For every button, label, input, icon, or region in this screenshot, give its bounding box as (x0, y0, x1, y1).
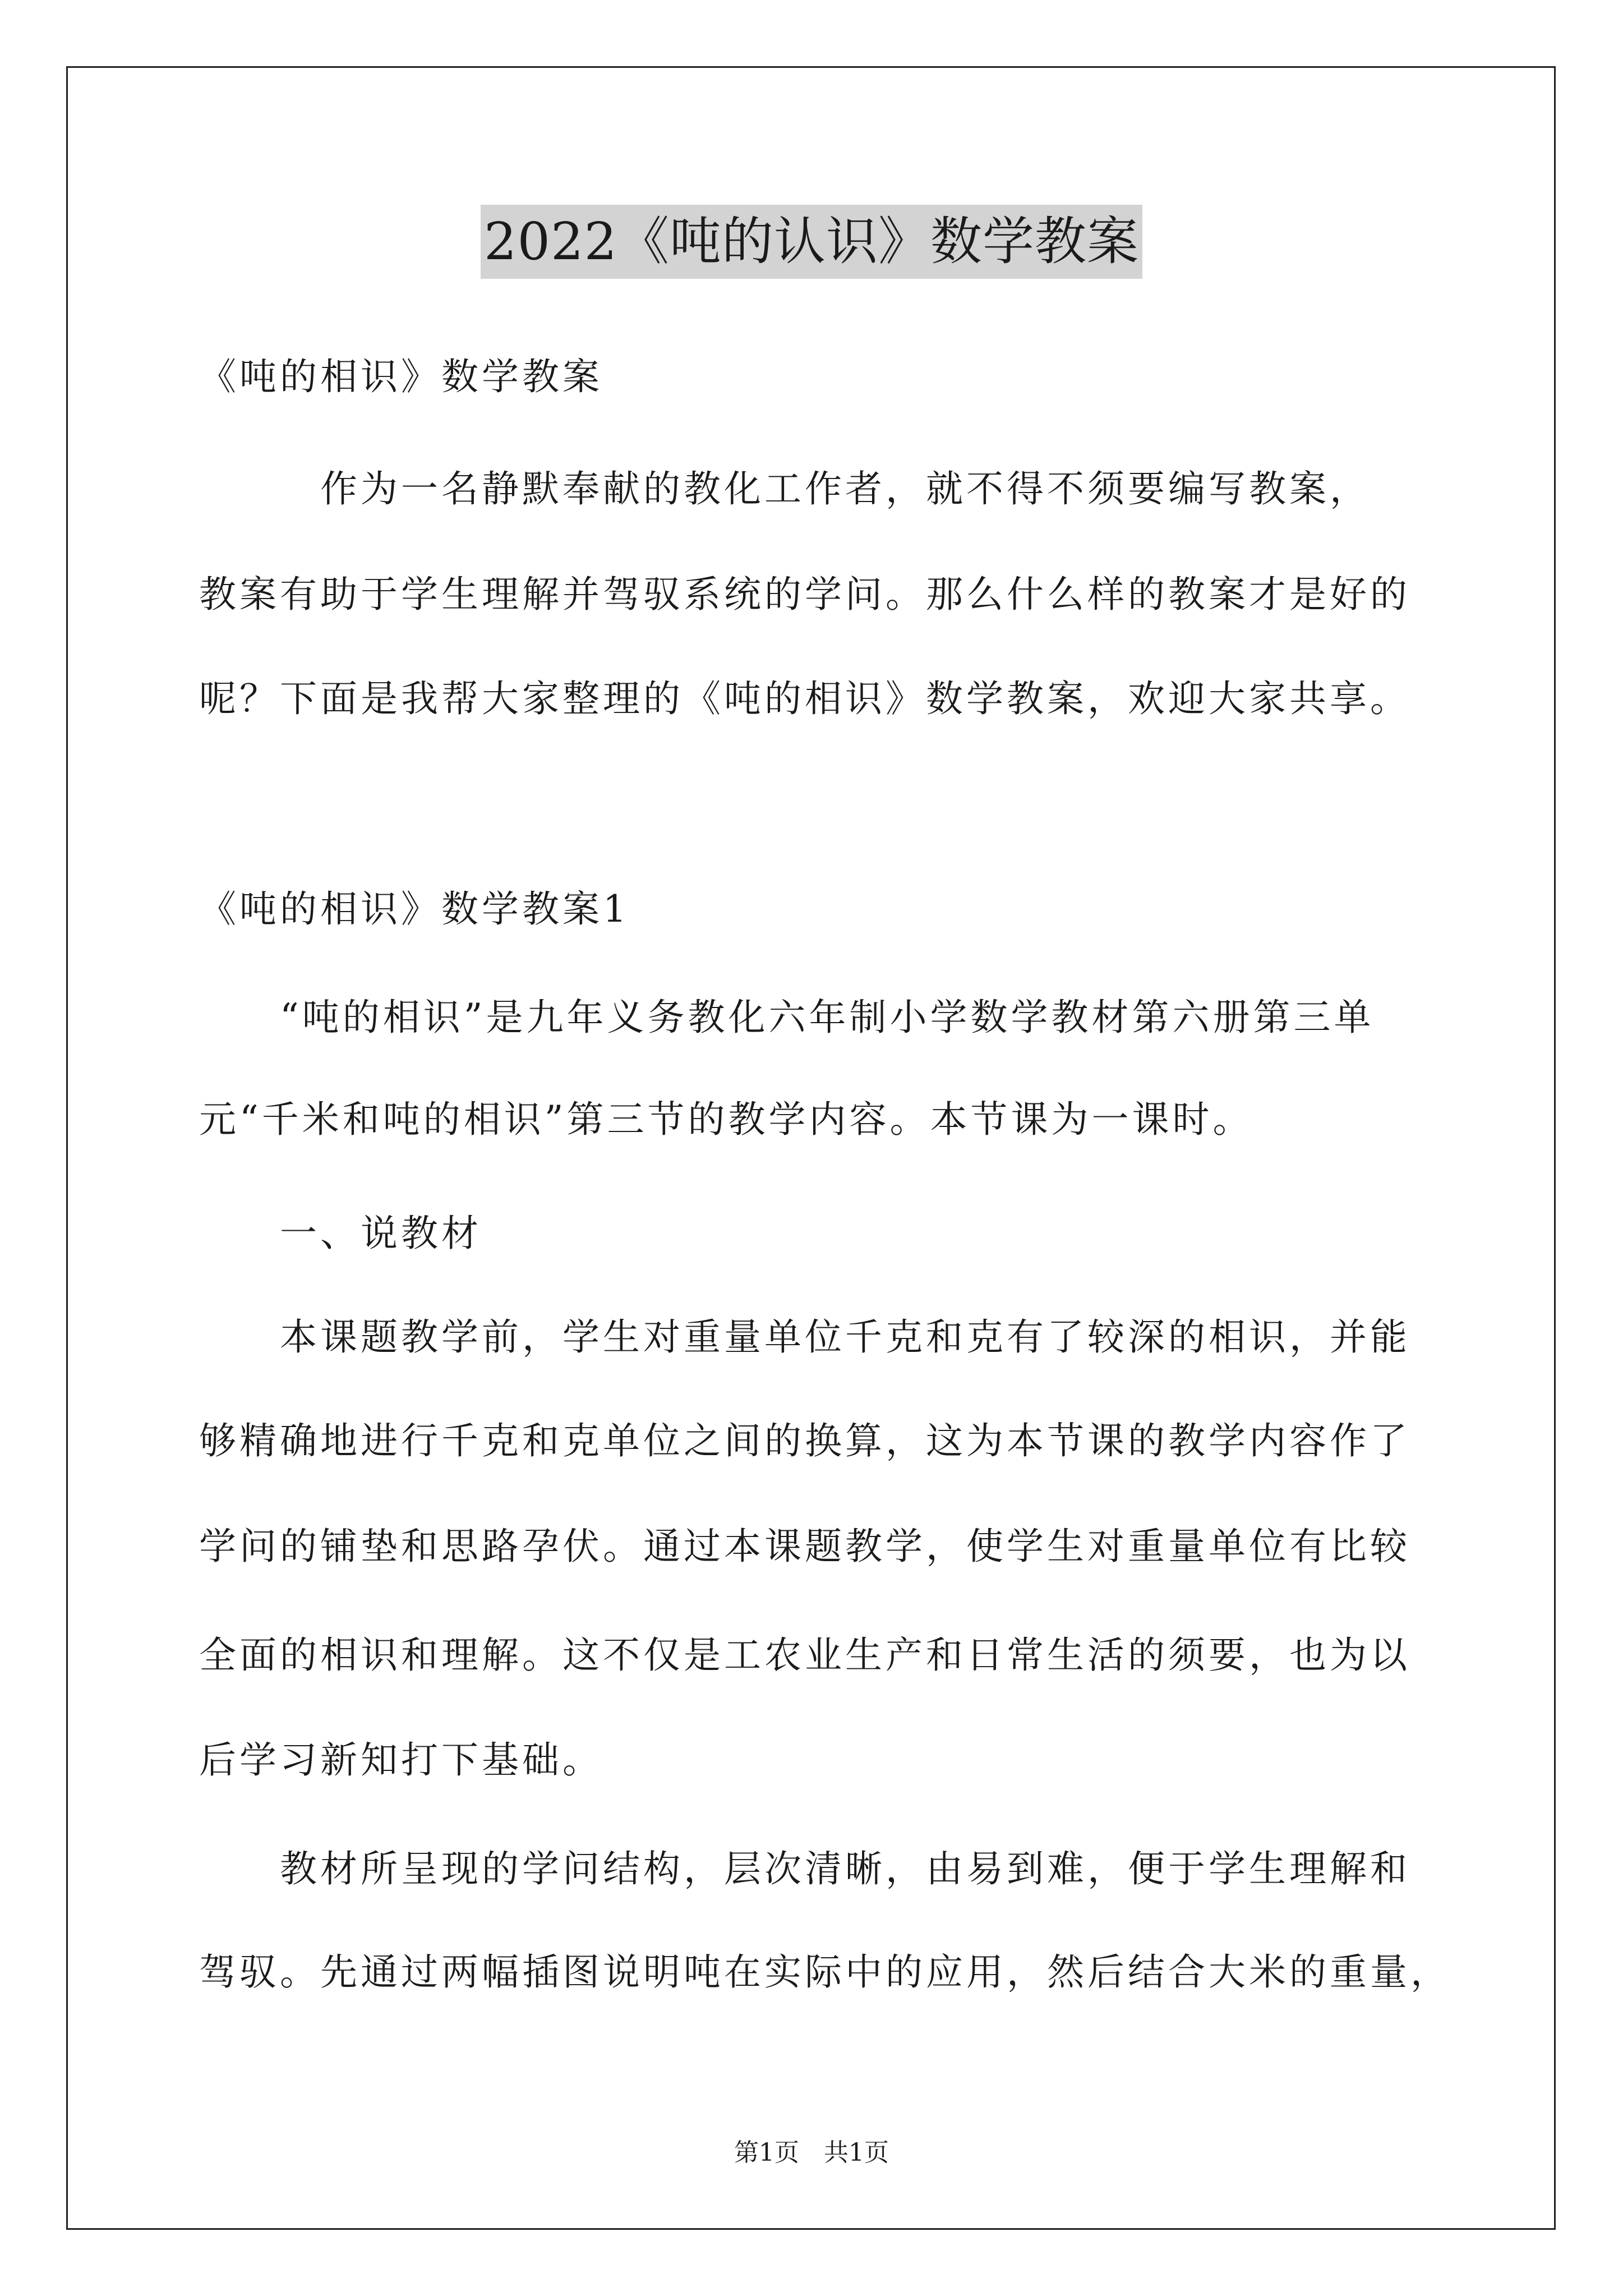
paragraph-line: 驾驭。先通过两幅插图说明吨在实际中的应用，然后结合大米的重量， (199, 1950, 1451, 1994)
paragraph-line: 作为一名静默奉献的教化工作者，就不得不须要编写教案， (199, 467, 1370, 510)
paragraph-line: 教材所呈现的学问结构，层次清晰，由易到难，便于学生理解和 (199, 1847, 1410, 1890)
title-container (0, 205, 1623, 279)
document-title: 2022《吨的认识》数学教案 (481, 205, 1142, 279)
paragraph-line: 本课题教学前，学生对重量单位千克和克有了较深的相识，并能 (199, 1315, 1410, 1359)
paragraph-line: 够精确地进行千克和克单位之间的换算，这为本节课的教学内容作了 (199, 1419, 1410, 1462)
paragraph-line: “吨的相识”是九年义务教化六年制小学数学教材第六册第三单 (199, 996, 1375, 1039)
section-subheading: 一、说教材 (199, 1212, 482, 1255)
paragraph-line: 全面的相识和理解。这不仅是工农业生产和日常生活的须要，也为以 (199, 1634, 1410, 1677)
paragraph-line: 教案有助于学生理解并驾驭系统的学问。那么什么样的教案才是好的 (199, 573, 1410, 616)
section-heading: 《吨的相识》数学教案1 (199, 887, 630, 931)
subtitle-line: 《吨的相识》数学教案 (199, 355, 603, 398)
paragraph-line: 呢？下面是我帮大家整理的《吨的相识》数学教案，欢迎大家共享。 (199, 677, 1410, 720)
paragraph-line: 学问的铺垫和思路孕伏。通过本课题教学，使学生对重量单位有比较 (199, 1525, 1410, 1568)
page-number-footer: 第1页 共1页 (734, 2138, 889, 2167)
paragraph-line: 元“千米和吨的相识”第三节的教学内容。本节课为一课时。 (199, 1098, 1253, 1141)
paragraph-line: 后学习新知打下基础。 (199, 1738, 603, 1782)
